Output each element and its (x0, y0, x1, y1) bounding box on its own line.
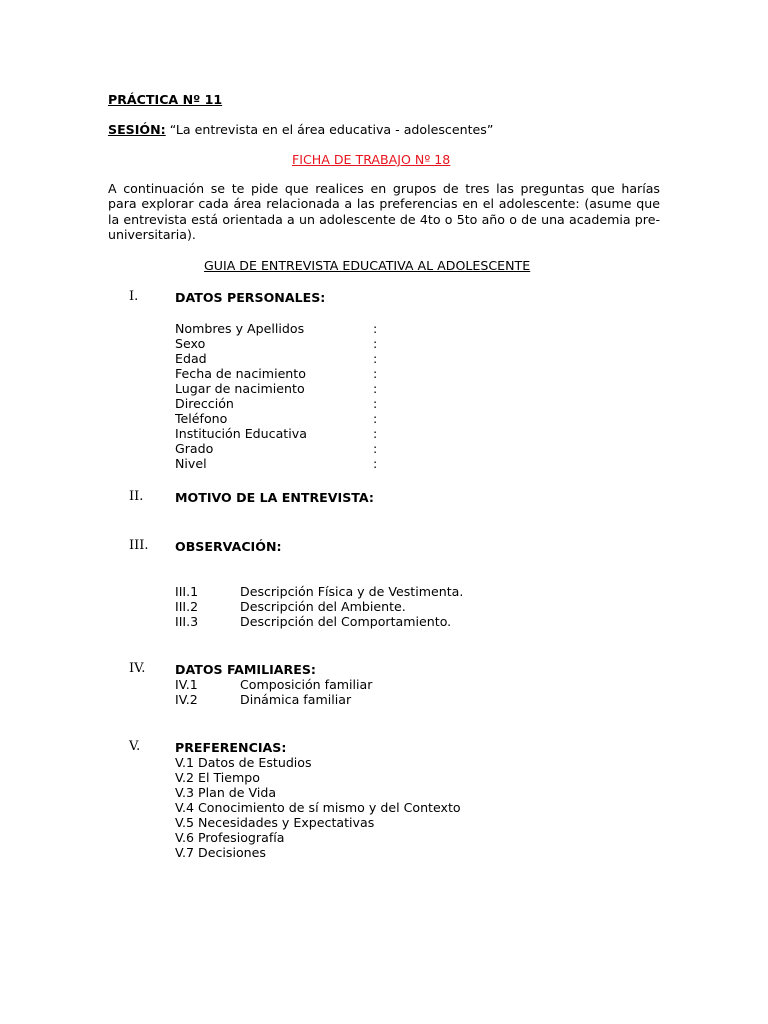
field-label: Teléfono (175, 411, 228, 426)
field-separator: : (373, 396, 378, 411)
session-text: “La entrevista en el área educativa - adolescentes” (169, 122, 494, 137)
session-label: SESIÓN: (108, 122, 166, 137)
field-label: Sexo (175, 336, 206, 351)
field-separator: : (373, 336, 378, 351)
field-label: Nivel (175, 456, 207, 471)
list-item: V.5 Necesidades y Expectativas (175, 815, 375, 830)
list-item: V.4 Conocimiento de sí mismo y del Contexto (175, 800, 461, 815)
field-label: Institución Educativa (175, 426, 307, 441)
field-row (175, 456, 207, 471)
field-row (175, 351, 207, 366)
subitem-code: III.3 (175, 614, 199, 629)
subitem-code: III.2 (175, 599, 199, 614)
field-separator: : (373, 381, 378, 396)
section-numeral: II. (129, 489, 144, 504)
subitem-text: Descripción del Comportamiento. (240, 614, 452, 629)
list-item: V.2 El Tiempo (175, 770, 260, 785)
field-separator: : (373, 456, 378, 471)
field-separator: : (373, 321, 378, 336)
field-row (175, 321, 304, 336)
guide-title: GUIA DE ENTREVISTA EDUCATIVA AL ADOLESCENTE (204, 258, 531, 273)
field-label: Lugar de nacimiento (175, 381, 305, 396)
list-item: V.1 Datos de Estudios (175, 755, 312, 770)
field-row (175, 441, 213, 456)
section-title-personal-data: DATOS PERSONALES: (175, 290, 326, 305)
practice-title: PRÁCTICA Nº 11 (108, 92, 223, 107)
subitem-code: III.1 (175, 584, 199, 599)
field-row (175, 411, 227, 426)
subitem-code: IV.1 (175, 677, 198, 692)
field-row (175, 366, 306, 381)
field-separator: : (373, 366, 378, 381)
intro-line: la entrevista está orientada a un adolescente de 4to o 5to año o de una academia pre- (108, 211, 660, 227)
subitem-code: IV.2 (175, 692, 198, 707)
field-separator: : (373, 441, 378, 456)
subitem-text: Composición familiar (240, 677, 373, 692)
section-numeral: I. (129, 289, 139, 304)
section-title-preferences: PREFERENCIAS: (175, 740, 287, 755)
section-title-interview-motive: MOTIVO DE LA ENTREVISTA: (175, 490, 374, 505)
list-item: V.6 Profesiografía (175, 830, 285, 845)
intro-line: A continuación se te pide que realices en grupos de tres las preguntas que harías (108, 181, 660, 196)
field-label: Grado (175, 441, 214, 456)
field-label: Dirección (175, 396, 234, 411)
intro-paragraph (108, 181, 660, 242)
field-row (175, 381, 305, 396)
field-row (175, 396, 234, 411)
field-label: Edad (175, 351, 207, 366)
intro-line: para explorar cada área relacionada a las preferencias en el adolescente: (asume que (108, 196, 660, 212)
section-numeral: IV. (129, 661, 146, 676)
field-separator: : (373, 351, 378, 366)
field-row (175, 426, 307, 441)
worksheet-title: FICHA DE TRABAJO Nº 18 (292, 152, 451, 167)
subitem-text: Descripción del Ambiente. (240, 599, 406, 614)
section-numeral: V. (129, 739, 141, 754)
session-line (108, 122, 493, 137)
section-numeral: III. (129, 538, 149, 553)
field-label: Nombres y Apellidos (175, 321, 305, 336)
section-title-observation: OBSERVACIÓN: (175, 539, 282, 554)
intro-line: universitaria). (108, 226, 196, 242)
list-item: V.7 Decisiones (175, 845, 266, 860)
subitem-text: Dinámica familiar (240, 692, 352, 707)
list-item: V.3 Plan de Vida (175, 785, 277, 800)
field-separator: : (373, 426, 378, 441)
field-label: Fecha de nacimiento (175, 366, 306, 381)
section-title-family-data: DATOS FAMILIARES: (175, 662, 316, 677)
field-separator: : (373, 411, 378, 426)
field-row (175, 336, 205, 351)
subitem-text: Descripción Física y de Vestimenta. (240, 584, 464, 599)
